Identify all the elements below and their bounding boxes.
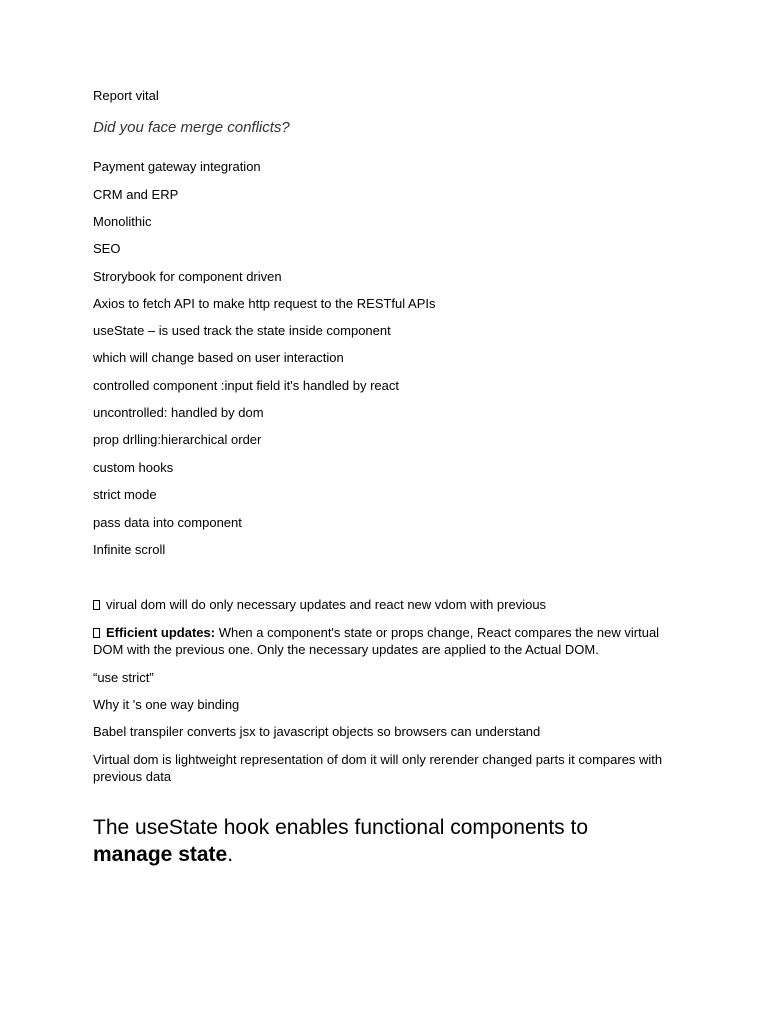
list-item: pass data into component	[93, 515, 242, 530]
missing-glyph-icon	[93, 600, 100, 610]
babel-line: Babel transpiler converts jsx to javascript objects so browsers can understand	[93, 724, 541, 739]
list-item: Strorybook for component driven	[93, 269, 282, 284]
report-line: Report vital	[93, 88, 159, 103]
bullet-bold-text: Efficient updates:	[106, 625, 216, 640]
bullet-text: virual dom will do only necessary updates and react new vdom with previous	[106, 597, 547, 612]
binding-line: Why it 's one way binding	[93, 697, 240, 712]
bullet-paragraph	[93, 624, 673, 658]
list-item: Payment gateway integration	[93, 159, 261, 174]
bullet-paragraph	[93, 596, 673, 613]
vdom-paragraph: Virtual dom is lightweight representation of dom it will only rerender changed parts it compares with previous data	[93, 752, 663, 784]
usestate-heading	[93, 814, 673, 868]
list-item: strict mode	[93, 487, 157, 502]
use-strict-line: “use strict”	[93, 670, 154, 685]
list-item: Infinite scroll	[93, 542, 166, 557]
bullet-text: When a component's state or props change, React compares the new virtual DOM with the previous one. Only the necessary updates are applied to the Actual DOM.	[93, 625, 660, 657]
heading-text: The useState hook enables functional components to	[93, 816, 588, 839]
list-item: which will change based on user interaction	[93, 350, 344, 365]
list-item: useState – is used track the state inside component	[93, 323, 391, 338]
merge-question: Did you face merge conflicts?	[93, 119, 290, 136]
list-item: CRM and ERP	[93, 187, 179, 202]
list-item: custom hooks	[93, 460, 174, 475]
list-item: prop drlling:hierarchical order	[93, 432, 262, 447]
heading-end: .	[227, 843, 234, 866]
list-item: controlled component :input field it's handled by react	[93, 378, 400, 393]
list-item: Axios to fetch API to make http request to the RESTful APIs	[93, 296, 436, 311]
list-item: uncontrolled: handled by dom	[93, 405, 264, 420]
heading-bold-text: manage state	[93, 843, 228, 866]
list-item: SEO	[93, 241, 121, 256]
list-item: Monolithic	[93, 214, 152, 229]
missing-glyph-icon	[93, 628, 100, 638]
